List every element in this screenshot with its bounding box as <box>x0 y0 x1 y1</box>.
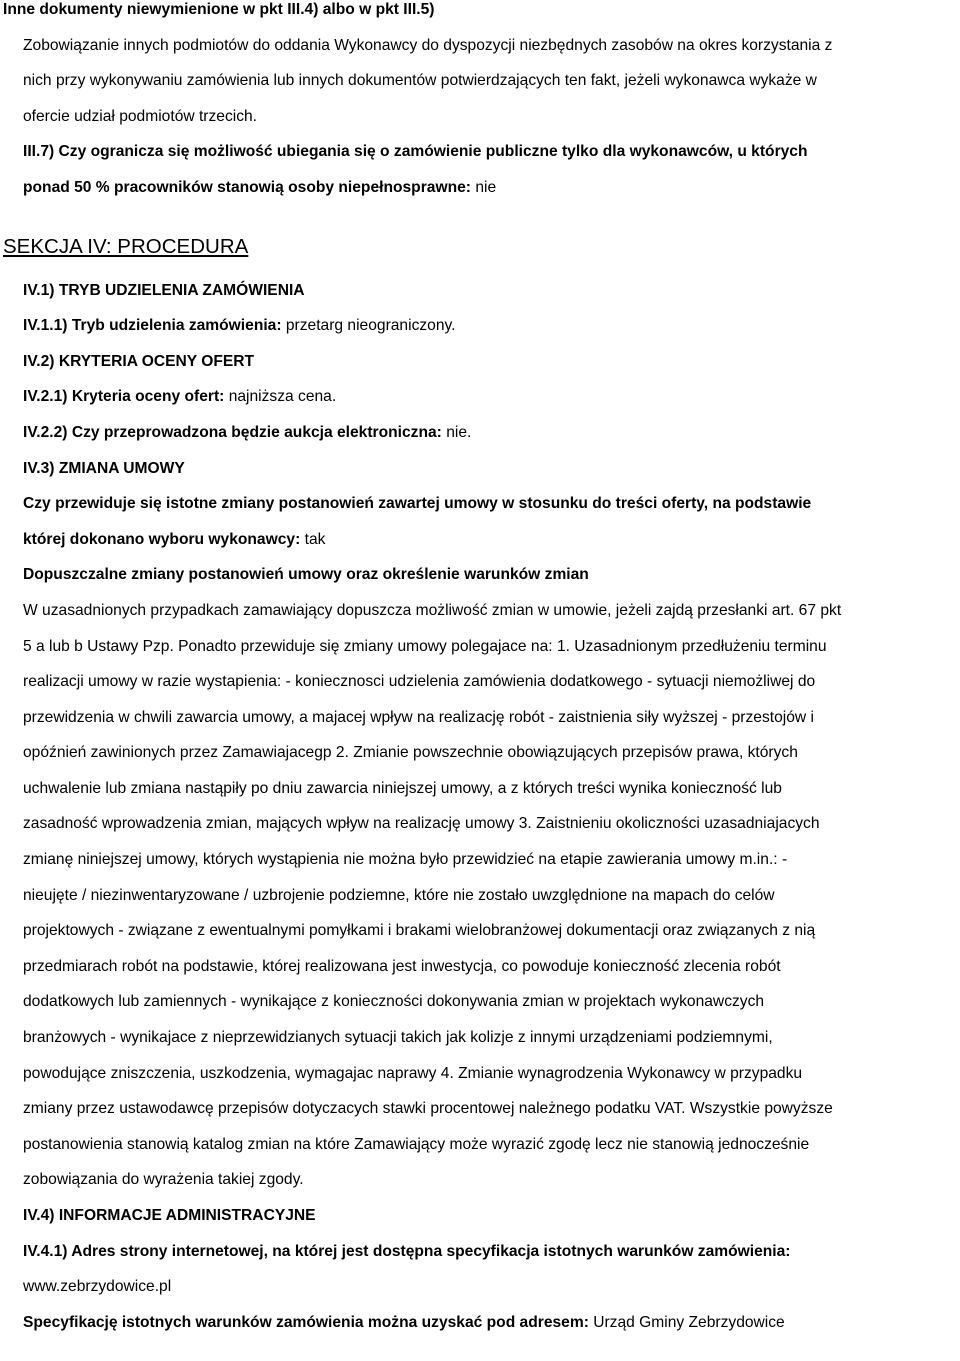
question-line: III.7) Czy ogranicza się możliwość ubiegania się o zamówienie publiczne tylko dla wykonawców, u których <box>23 143 808 161</box>
procedure-type-question: IV.1.1) Tryb udzielenia zamówienia: <box>23 317 282 335</box>
answer-value: nie <box>470 178 497 196</box>
paragraph-line: nich przy wykonywaniu zamówienia lub innych dokumentów potwierdzających ten fakt, jeżeli wykonawca wykaże w <box>23 72 817 90</box>
spec-address-question: Specyfikację istotnych warunków zamówienia można uzyskać pod adresem: <box>23 1313 589 1331</box>
allowed-changes-subheading: Dopuszczalne zmiany postanowień umowy oraz określenie warunków zmian <box>23 566 589 584</box>
body-line: przedmiarach robót na podstawie, której realizowana jest inwestycja, co powoduje konieczność zlecenia robót <box>23 957 781 975</box>
body-line: zmianę niniejszej umowy, których wystąpienia nie można było przewidzieć na etapie zawierania umowy m.in.: - <box>23 851 788 869</box>
allowed-changes-body <box>23 593 954 1198</box>
auction-question: IV.2.2) Czy przeprowadzona będzie aukcja elektroniczna: <box>23 423 442 441</box>
body-line: W uzasadnionych przypadkach zamawiający dopuszcza możliwość zmian w umowie, jeżeli zajdą przesłanki art. 67 pkt <box>23 601 842 619</box>
body-line: uchwalenie lub zmiana nastąpiły po dniu zawarcia niniejszej umowy, a z których treści wynika konieczność lub <box>23 779 782 797</box>
body-line: 5 a lub b Ustawy Pzp. Ponadto przewiduje się zmiany umowy polegajace na: 1. Uzasadnionym przedłużeniu terminu <box>23 637 827 655</box>
other-documents-heading: Inne dokumenty niewymienione w pkt III.4) albo w pkt III.5) <box>3 1 435 18</box>
procedure-type-answer: przetarg nieograniczony. <box>281 317 456 335</box>
body-line: realizacji umowy w razie wystapienia: - koniecznosci udzielenia zamówienia dodatkowego - sytuacji niemożliwej do <box>23 673 816 691</box>
spec-address-answer: Urząd Gminy Zebrzydowice <box>588 1313 785 1331</box>
auction-answer: nie. <box>441 423 472 441</box>
third-party-resources-paragraph <box>0 28 960 135</box>
body-line: dodatkowych lub zamiennych - wynikające z konieczności dokonywania zmian w projektach wykonawczych <box>23 993 765 1011</box>
question-line: ponad 50 % pracowników stanowią osoby niepełnosprawne: <box>23 178 471 196</box>
body-line: projektowych - związane z ewentualnymi pomyłkami i brakami wielobranżowej dokumentacji oraz związanych z nią <box>23 922 816 940</box>
paragraph-line: Zobowiązanie innych podmiotów do oddania Wykonawcy do dyspozycji niezbędnych zasobów na okres korzystania z <box>23 36 833 54</box>
procedure-type-heading: IV.1) TRYB UDZIELENIA ZAMÓWIENIA <box>23 281 305 299</box>
admin-info-heading: IV.4) INFORMACJE ADMINISTRACYJNE <box>23 1207 316 1224</box>
criteria-question: IV.2.1) Kryteria oceny ofert: <box>23 388 225 406</box>
contract-change-answer: tak <box>300 530 326 548</box>
body-line: zmiany przez ustawodawcę przepisów dotyczacych stawki procentowej należnego podatku VAT. Wszystkie powyższe <box>23 1100 833 1118</box>
section-title: SEKCJA IV: PROCEDURA <box>3 234 249 258</box>
body-line: nieujęte / niezinwentaryzowane / uzbrojenie podziemne, które nie zostało uwzględnione na mapach do celów <box>23 886 775 904</box>
paragraph-line: ofercie udział podmiotów trzecich. <box>23 107 258 125</box>
procedure-section <box>0 273 960 1341</box>
criteria-answer: najniższa cena. <box>224 388 337 406</box>
contract-change-question-line: której dokonano wyboru wykonawcy: <box>23 530 301 548</box>
contract-change-heading: IV.3) ZMIANA UMOWY <box>23 459 185 477</box>
body-line: zasadność wprowadzenia zmian, mających wpływ na realizację umowy 3. Zaistnieniu okoliczności uzasadniajacych <box>23 815 820 833</box>
body-line: zobowiązania do wyrażenia takiej zgody. <box>23 1171 304 1189</box>
body-line: przewidzenia w chwili zawarcia umowy, a majacej wpływ na realizację robót - zaistnienia siły wyższej - przestojów i <box>23 708 814 726</box>
disabled-workers-question <box>0 134 960 205</box>
contract-change-question-line: Czy przewiduje się istotne zmiany postanowień zawartej umowy w stosunku do treści oferty, na podstawie <box>23 495 812 513</box>
spec-website-link[interactable]: www.zebrzydowice.pl <box>23 1278 172 1296</box>
criteria-heading: IV.2) KRYTERIA OCENY OFERT <box>23 352 255 370</box>
spec-website-question: IV.4.1) Adres strony internetowej, na której jest dostępna specyfikacja istotnych warunków zamówienia: <box>23 1242 791 1260</box>
body-line: branżowych - wynikajace z nieprzewidzianych sytuacji takich jak kolizje z innymi urządzeniami podziemnymi, <box>23 1029 773 1047</box>
body-line: postanowienia stanowią katalog zmian na które Zamawiający może wyrazić zgodę lecz nie stanowią jednocześnie <box>23 1135 810 1153</box>
body-line: powodujące zniszczenia, uszkodzenia, wymagajac naprawy 4. Zmianie wynagrodzenia Wykonawcy w przypadku <box>23 1064 803 1082</box>
body-line: opóźnień zawinionych przez Zamawiajacegp 2. Zmianie powszechnie obowiązujących przepisów prawa, których <box>23 744 798 762</box>
